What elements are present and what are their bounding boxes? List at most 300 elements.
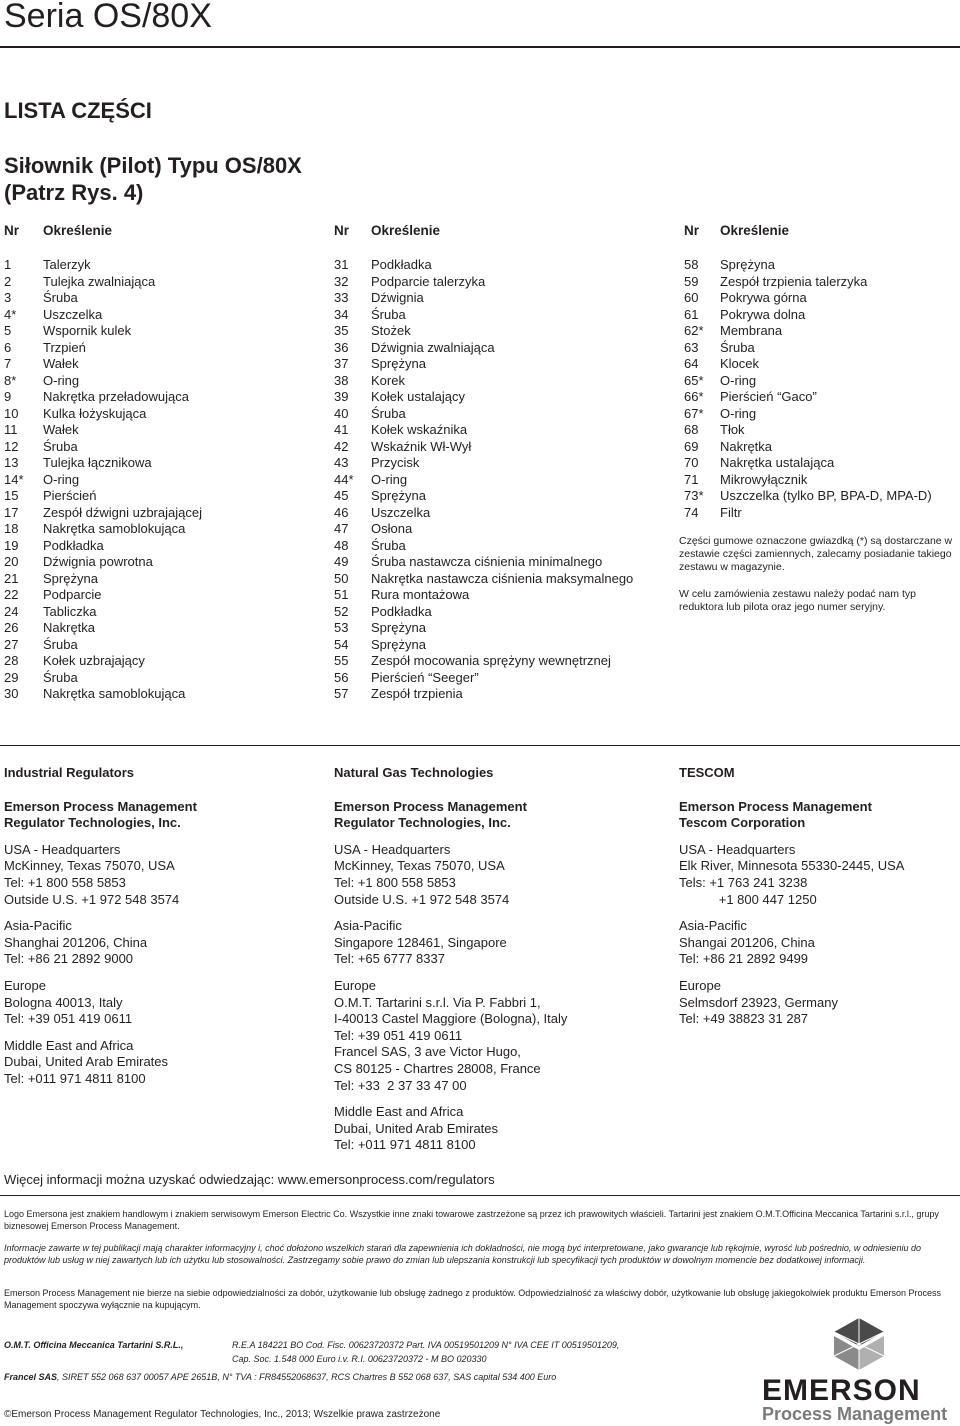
part-description: Podkładka [371,257,432,272]
part-description: Tulejka łącznikowa [43,455,152,470]
part-description: Pokrywa dolna [720,306,806,322]
contact-line: Asia-Pacific [679,918,747,934]
part-row [4,686,304,703]
part-row [4,340,304,357]
part-number: 39 [334,389,349,404]
francel-company-name: Francel SAS [4,1372,58,1382]
part-description: Dźwignia powrotna [43,554,153,569]
rubber-parts-note: Części gumowe oznaczone gwiazdką (*) są dostarczane w zestawie części zamiennych, zalecamy posiadanie takiego zestawu w magazynie. [679,535,953,573]
contact-tescom [679,765,960,1028]
part-description: O-ring [43,372,80,388]
part-number: 8* [4,372,17,388]
page-title: Seria OS/80X [4,0,212,35]
part-description: Tabliczka [43,603,97,619]
contact-spacer [4,1028,304,1038]
part-number: 54 [334,636,349,652]
part-number: 59 [684,273,699,289]
part-description: Nakrętka samoblokująca [43,686,186,701]
part-number: 52 [334,603,349,619]
contact-line: Tel: +86 21 2892 9000 [4,951,134,967]
contact-spacer [679,832,960,842]
logo-tagline: Process Management [762,1404,948,1424]
part-number: 17 [4,504,19,520]
part-description: O-ring [43,471,80,487]
part-row [4,307,304,324]
part-description: Kołek ustalający [371,389,465,404]
part-number: 56 [334,669,349,685]
part-number: 18 [4,521,19,536]
part-row [684,472,954,489]
part-row [684,290,954,307]
part-description: Kołek wskaźnika [371,422,468,437]
disclaimer-notice: Informacje zawarte w tej publikacji mają charakter informacyjny i, choć dołożono wszelkich starań dla zapewnienia ich dokładności, nie mogą być interpretowane, jako gwarancje lub rękojmie, wyrość lub pośrednio, w odniesieniu do produktów lub usług w niej zawartych lub ich użytku lub stosowalności. Zastrzegamy sobie prawo do zmian lub ulepszania konstrukcji lub specyfikacji tych produktów w dowolnym momencie bez dodatkowej informacji. [4,1243,921,1265]
part-number: 43 [334,455,349,470]
contact-line: Tel: +011 971 4811 8100 [4,1070,146,1086]
emerson-logo [760,1316,956,1426]
contact-section-title: Natural Gas Technologies [334,765,494,780]
part-row [334,257,664,274]
header-nr: Nr [334,223,350,238]
contact-section-title: TESCOM [679,765,735,780]
part-number: 7 [4,356,12,371]
part-number: 14* [4,471,24,487]
part-description: Nakrętka nastawcza ciśnienia maksymalnego [371,570,634,586]
part-description: Podparcie talerzyka [371,273,486,289]
part-description: Pierścień “Gaco” [720,389,817,404]
part-number: 46 [334,504,349,520]
part-description: Korek [371,372,405,388]
part-number: 58 [684,257,699,272]
part-description: Membrana [720,323,783,338]
part-number: 19 [4,537,19,553]
subtitle-line1: Siłownik (Pilot) Typu OS/80X [4,153,302,178]
part-description: Wskaźnik Wł-Wył [371,438,472,454]
part-row [4,505,304,522]
contact-line: Outside U.S. +1 972 548 3574 [334,891,510,907]
part-row [334,670,664,687]
part-description: O-ring [720,372,757,388]
part-number: 73* [684,488,704,503]
part-number: 36 [334,339,349,355]
contact-company-division: Regulator Technologies, Inc. [334,815,511,831]
part-description: Śruba nastawcza ciśnienia minimalnego [371,554,603,569]
part-number: 4* [4,306,17,322]
part-number: 74 [684,504,699,520]
part-description: Nakrętka [43,620,96,635]
part-row [684,323,954,340]
part-description: Nakrętka przeładowująca [43,389,189,404]
part-description: Uszczelka [43,306,103,322]
part-number: 65* [684,372,704,388]
emerson-logo-mark-icon [814,1316,904,1372]
part-number: 49 [334,554,349,569]
part-row [334,323,664,340]
part-row [334,653,664,670]
footer-rule [0,1195,960,1196]
part-row [4,604,304,621]
page-header [0,0,960,46]
part-row [4,472,304,489]
contact-company-name: Emerson Process Management [4,798,197,814]
part-row [4,637,304,654]
contact-company-name: Emerson Process Management [334,798,527,814]
contact-line: Tel: +1 800 558 5853 [334,874,456,890]
part-description: Filtr [720,504,742,520]
contact-line: Tel: +49 38823 31 287 [679,1011,809,1027]
part-number: 41 [334,422,349,437]
part-number: 26 [4,620,19,635]
part-row [334,472,664,489]
part-number: 34 [334,306,349,322]
part-number: 33 [334,290,349,305]
part-number: 63 [684,339,699,355]
part-row [334,587,664,604]
part-row [334,637,664,654]
part-number: 5 [4,323,12,338]
part-number: 13 [4,455,19,470]
part-description: Sprężyna [371,488,426,503]
part-row [334,604,664,621]
part-number: 31 [334,257,349,272]
part-description: Sprężyna [43,570,98,586]
part-row [4,620,304,637]
part-number: 69 [684,438,699,454]
parts-column-1 [4,223,304,703]
part-description: Kulka łożyskująca [43,405,147,421]
contact-line: USA - Headquarters [334,841,451,857]
part-description: Sprężyna [371,620,426,635]
part-row [4,323,304,340]
part-description: Pokrywa górna [720,290,807,305]
part-number: 9 [4,389,12,404]
part-row [684,356,954,373]
part-description: Podkładka [371,603,432,619]
part-row [334,274,664,291]
parts-column-header [684,223,954,257]
part-description: Śruba [43,438,78,454]
part-row [4,587,304,604]
header-nr: Nr [684,223,700,238]
part-row [4,538,304,555]
part-number: 68 [684,422,699,437]
part-row [4,653,304,670]
part-row [334,620,664,637]
part-description: Wałek [43,356,79,371]
part-description: Tłok [720,422,745,437]
part-number: 15 [4,488,19,503]
more-info-link-text: Więcej informacji można uzyskać odwiedzając: www.emersonprocess.com/regulators [4,1172,495,1187]
contact-spacer [334,908,634,918]
part-description: Śruba [371,405,406,421]
part-number: 30 [4,686,19,701]
part-description: Trzpień [43,339,86,355]
part-description: Zespół trzpienia talerzyka [720,273,868,289]
part-row [684,307,954,324]
contact-line: Tel: +65 6777 8337 [334,951,445,967]
part-number: 55 [334,653,349,668]
part-description: Nakrętka ustalająca [720,455,835,470]
part-row [4,521,304,538]
part-description: Zespół trzpienia [371,686,463,701]
contact-spacer [679,908,960,918]
part-description: Podkładka [43,537,104,553]
part-row [334,406,664,423]
part-row [4,571,304,588]
parts-list-subtitle [4,152,404,206]
contact-spacer [334,968,634,978]
part-row [334,686,664,703]
part-row [684,274,954,291]
part-number: 47 [334,521,349,536]
header-rule [0,46,960,48]
francel-details: , SIRET 552 068 637 00057 APE 2651B, N° TVA : FR84552068637, RCS Chartres B 552 068 637, SAS capital 534 400 Euro [57,1372,557,1382]
contact-line: Tel: +011 971 4811 8100 [334,1137,476,1153]
part-description: Nakrętka [720,438,773,454]
part-description: Pierścień [43,488,97,503]
contact-line: +1 800 447 1250 [679,891,817,907]
contact-line: Asia-Pacific [334,918,402,934]
part-number: 21 [4,570,19,586]
part-row [684,340,954,357]
contact-line: Francel SAS, 3 ave Victor Hugo, [334,1044,521,1060]
part-number: 64 [684,356,699,371]
trademark-notice: Logo Emersona jest znakiem handlowym i znakiem serwisowym Emerson Electric Co. Wszystkie inne znaki towarowe zastrzeżone są przez ich prawowitych właścieli. Tartarini jest znakiem O.M.T.Officina Meccanica Tartarini s.r.l., grupy biznesowej Emerson Process Management. [4,1209,939,1231]
part-description: Śruba [371,306,406,322]
part-number: 2 [4,273,12,289]
part-description: Zespół dźwigni uzbrajającej [43,504,202,520]
part-number: 60 [684,290,699,305]
part-number: 62* [684,323,704,338]
part-description: Rura montażowa [371,587,470,602]
part-number: 29 [4,669,19,685]
part-number: 44* [334,471,354,487]
part-description: Pierścień “Seeger” [371,669,479,685]
contact-line: Elk River, Minnesota 55330-2445, USA [679,858,905,874]
part-description: Dźwignia [371,290,424,305]
part-description: Zespół mocowania sprężyny wewnętrznej [371,653,611,668]
contact-spacer [334,832,634,842]
contact-line: Tels: +1 763 241 3238 [679,874,808,890]
subtitle-line2: (Patrz Rys. 4) [4,180,144,205]
contact-spacer [334,1094,634,1104]
part-number: 71 [684,471,699,487]
part-row [334,373,664,390]
part-number: 38 [334,372,349,388]
part-number: 70 [684,455,699,470]
part-row [4,356,304,373]
part-row [334,290,664,307]
contact-line: Tel: +86 21 2892 9499 [679,951,809,967]
part-description: Mikrowyłącznik [720,471,808,487]
part-number: 35 [334,323,349,338]
part-number: 10 [4,405,19,421]
part-description: Sprężyna [371,636,426,652]
parts-column-3 [684,223,954,521]
contact-line: Europe [4,977,46,993]
part-description: Dźwignia zwalniająca [371,339,495,355]
part-number: 32 [334,273,349,289]
francel-registration [4,1371,556,1383]
part-number: 42 [334,438,349,454]
contacts-rule [0,745,960,746]
part-number: 50 [334,570,349,586]
part-description: Uszczelka [371,504,431,520]
part-number: 12 [4,438,19,454]
part-description: Śruba [43,636,78,652]
part-description: Stożek [371,323,411,338]
contact-line: Selmsdorf 23923, Germany [679,994,838,1010]
contact-company-division: Tescom Corporation [679,815,806,831]
contact-line: Outside U.S. +1 972 548 3574 [4,891,180,907]
contact-line: Tel: +1 800 558 5853 [4,874,126,890]
part-row [684,389,954,406]
part-row [334,554,664,571]
part-row [334,505,664,522]
part-number: 37 [334,356,349,371]
contact-line: USA - Headquarters [4,841,121,857]
parts-list-title: LISTA CZĘŚCI [4,98,152,123]
part-row [684,488,954,505]
part-number: 51 [334,587,349,602]
part-row [4,670,304,687]
contact-industrial-regulators [4,765,304,1088]
omt-registration-line1: R.E.A 184221 BO Cod. Fisc. 00623720372 Part. IVA 00519501209 N° IVA CEE IT 00519501209, [232,1340,620,1350]
contact-line: Europe [679,977,721,993]
part-description: Podparcie [43,587,102,602]
copyright-notice: ©Emerson Process Management Regulator Technologies, Inc., 2013; Wszelkie prawa zastrzeżone [4,1409,441,1420]
contact-line: O.M.T. Tartarini s.r.l. Via P. Fabbri 1, [334,994,541,1010]
part-description: Uszczelka (tylko BP, BPA-D, MPA-D) [720,488,932,503]
contact-company-division: Regulator Technologies, Inc. [4,815,181,831]
contact-line: Middle East and Africa [4,1037,134,1053]
order-note: W celu zamówienia zestawu należy podać nam typ reduktora lub pilota oraz jego numer seryjny. [679,588,916,613]
part-number: 22 [4,587,19,602]
part-number: 61 [684,306,699,322]
contact-spacer [4,968,304,978]
part-row [334,422,664,439]
header-description: Określenie [43,223,113,238]
contact-line: Dubai, United Arab Emirates [334,1120,499,1136]
part-number: 11 [4,422,18,437]
part-description: Nakrętka samoblokująca [43,521,186,536]
contact-spacer [4,908,304,918]
contact-spacer [4,832,304,842]
header-description: Określenie [371,223,441,238]
contact-line: Middle East and Africa [334,1104,464,1120]
contact-line: Shangai 201206, China [679,934,815,950]
part-row [334,455,664,472]
part-row [684,406,954,423]
part-number: 53 [334,620,349,635]
part-row [684,422,954,439]
contact-line: McKinney, Texas 75070, USA [334,858,505,874]
part-description: Przycisk [371,455,420,470]
part-description: Śruba [43,669,78,685]
part-row [4,373,304,390]
part-row [334,488,664,505]
header-description: Określenie [720,223,790,238]
parts-column-header [4,223,304,257]
part-description: Śruba [43,290,78,305]
contact-spacer [679,968,960,978]
parts-column-2 [334,223,664,703]
responsibility-notice: Emerson Process Management nie bierze na siebie odpowiedzialności za dobór, użytkowanie lub obsługę żadnego z produktów. Odpowiedzialność za właściwy dobór, użytkowanie lub obsługę jakiegokolwiek produktu Emerson Process Management spoczywa wyłącznie na kupującym. [4,1288,942,1310]
part-description: Sprężyna [371,356,426,371]
part-number: 67* [684,405,704,421]
part-description: Osłona [371,521,413,536]
part-row [334,439,664,456]
part-row [334,340,664,357]
part-row [684,439,954,456]
part-number: 57 [334,686,349,701]
part-description: Śruba [720,339,755,355]
part-row [4,274,304,291]
part-row [4,422,304,439]
part-row [4,290,304,307]
contact-line: Europe [334,977,376,993]
contact-line: Singapore 128461, Singapore [334,934,507,950]
contact-company-name: Emerson Process Management [679,798,872,814]
part-row [334,521,664,538]
contact-line: Tel: +39 051 419 0611 [4,1011,133,1027]
contact-line: McKinney, Texas 75070, USA [4,858,175,874]
contact-line: Dubai, United Arab Emirates [4,1054,169,1070]
contact-line: Tel: +39 051 419 0611 [334,1027,463,1043]
part-description: Klocek [720,356,760,371]
part-row [4,257,304,274]
part-description: Kołek uzbrajający [43,653,145,668]
part-row [4,389,304,406]
part-description: Tulejka zwalniająca [43,273,156,289]
contact-line: CS 80125 - Chartres 28008, France [334,1060,541,1076]
contact-line: I-40013 Castel Maggiore (Bologna), Italy [334,1011,568,1027]
part-number: 66* [684,389,704,404]
part-number: 3 [4,290,12,305]
part-row [684,505,954,522]
contact-line: USA - Headquarters [679,841,796,857]
part-number: 1 [4,257,12,272]
part-number: 45 [334,488,349,503]
part-row [4,455,304,472]
contact-line: Bologna 40013, Italy [4,994,123,1010]
part-row [4,488,304,505]
part-row [334,571,664,588]
part-description: O-ring [371,471,408,487]
part-description: Wspornik kulek [43,323,132,338]
part-description: Wałek [43,422,79,437]
part-description: Sprężyna [720,257,775,272]
part-row [684,455,954,472]
part-number: 28 [4,653,19,668]
header-nr: Nr [4,223,20,238]
parts-column-header [334,223,664,257]
part-number: 27 [4,636,19,652]
part-description: Śruba [371,537,406,553]
part-description: O-ring [720,405,757,421]
part-row [334,307,664,324]
part-number: 24 [4,603,19,619]
part-row [334,389,664,406]
logo-wordmark: EMERSON [762,1374,921,1407]
part-description: Talerzyk [43,257,91,272]
part-row [4,554,304,571]
part-number: 6 [4,339,12,355]
part-row [334,538,664,555]
omt-company-name: O.M.T. Officina Meccanica Tartarini S.R.L., [4,1340,184,1350]
contact-line: Tel: +33 2 37 33 47 00 [334,1077,467,1093]
part-row [4,406,304,423]
part-row [4,439,304,456]
